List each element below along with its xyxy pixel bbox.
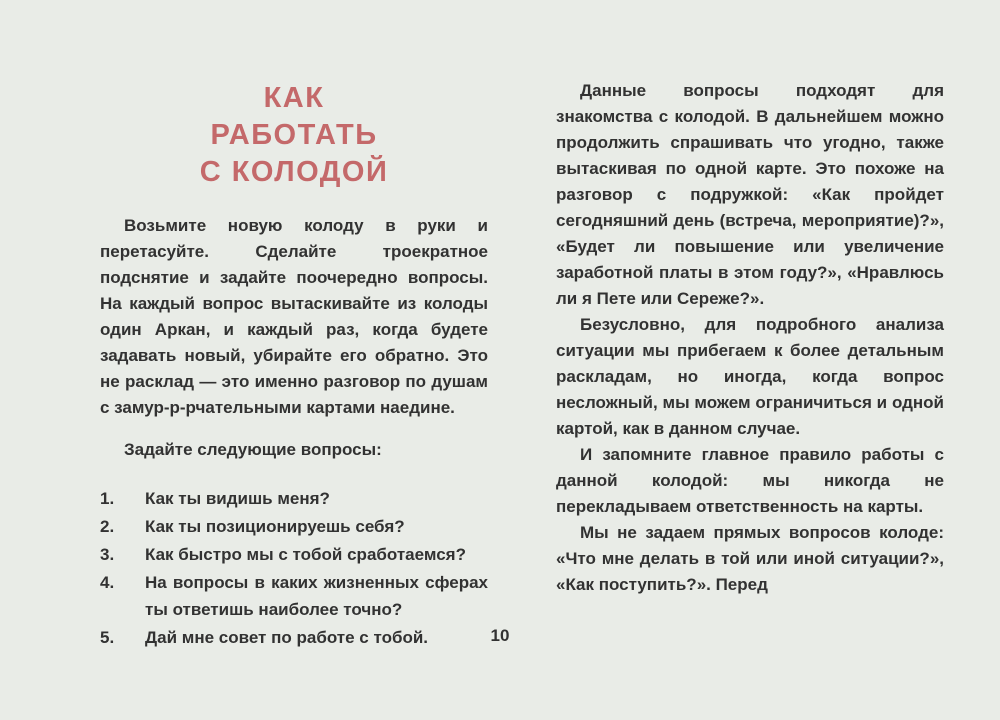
chapter-title-line: КАК (263, 82, 325, 114)
question-item (100, 485, 488, 512)
paragraph: И запомните главное правило работы с данной колодой: мы никогда не перекладываем ответственность на карты. (556, 445, 944, 516)
paragraph: Данные вопросы подходят для знакомства с колодой. В дальнейшем можно продолжить спрашивать что угодно, также вытаскивая по одной карте. Это похоже на разговор с подружкой: «Как пройдет сегодняшний день (встреча, мероприятие)?», «Будет ли повышение или увеличение заработной платы в этом году?», «Нравлюсь ли я Пете или Сереже?». (556, 81, 944, 308)
question-item (100, 513, 488, 540)
chapter-title (100, 80, 488, 191)
question-number: 3. (100, 545, 115, 564)
right-column (556, 78, 944, 652)
question-item (100, 541, 488, 568)
intro-paragraph: Возьмите новую колоду в руки и перетасуйте. Сделайте троекратное подснятие и задайте поочередно вопросы. На каждый вопрос вытаскивайте из колоды один Аркан, и каждый раз, когда будете задавать новый, убирайте его обратно. Это не расклад — это именно разговор по душам с замур-р-рчательными картами наедине. (100, 216, 488, 417)
question-text: Как ты позиционируешь себя? (145, 517, 405, 536)
question-text: Как ты видишь меня? (145, 489, 330, 508)
left-column (100, 78, 488, 652)
page-number: 10 (490, 626, 510, 645)
questions-intro: Задайте следующие вопросы: (124, 440, 382, 459)
paragraph: Мы не задаем прямых вопросов колоде: «Что мне делать в той или иной ситуации?», «Как поступить?». Перед (556, 523, 944, 594)
question-number: 2. (100, 517, 115, 536)
question-number: 4. (100, 573, 115, 592)
question-text: На вопросы в каких жизненных сферах ты ответишь наиболее точно? (145, 573, 488, 619)
chapter-title-line: С КОЛОДОЙ (199, 156, 389, 188)
paragraph: Безусловно, для подробного анализа ситуации мы прибегаем к более детальным раскладам, но иногда, когда вопрос несложный, мы можем ограничиться и одной картой, как в данном случае. (556, 315, 944, 438)
question-number: 5. (100, 628, 115, 647)
question-text: Дай мне совет по работе с тобой. (145, 628, 429, 647)
question-number: 1. (100, 489, 115, 508)
question-item (100, 569, 488, 623)
chapter-title-line: РАБОТАТЬ (210, 119, 378, 151)
question-text: Как быстро мы с тобой сработаемся? (145, 545, 466, 564)
two-column-layout (100, 78, 944, 652)
